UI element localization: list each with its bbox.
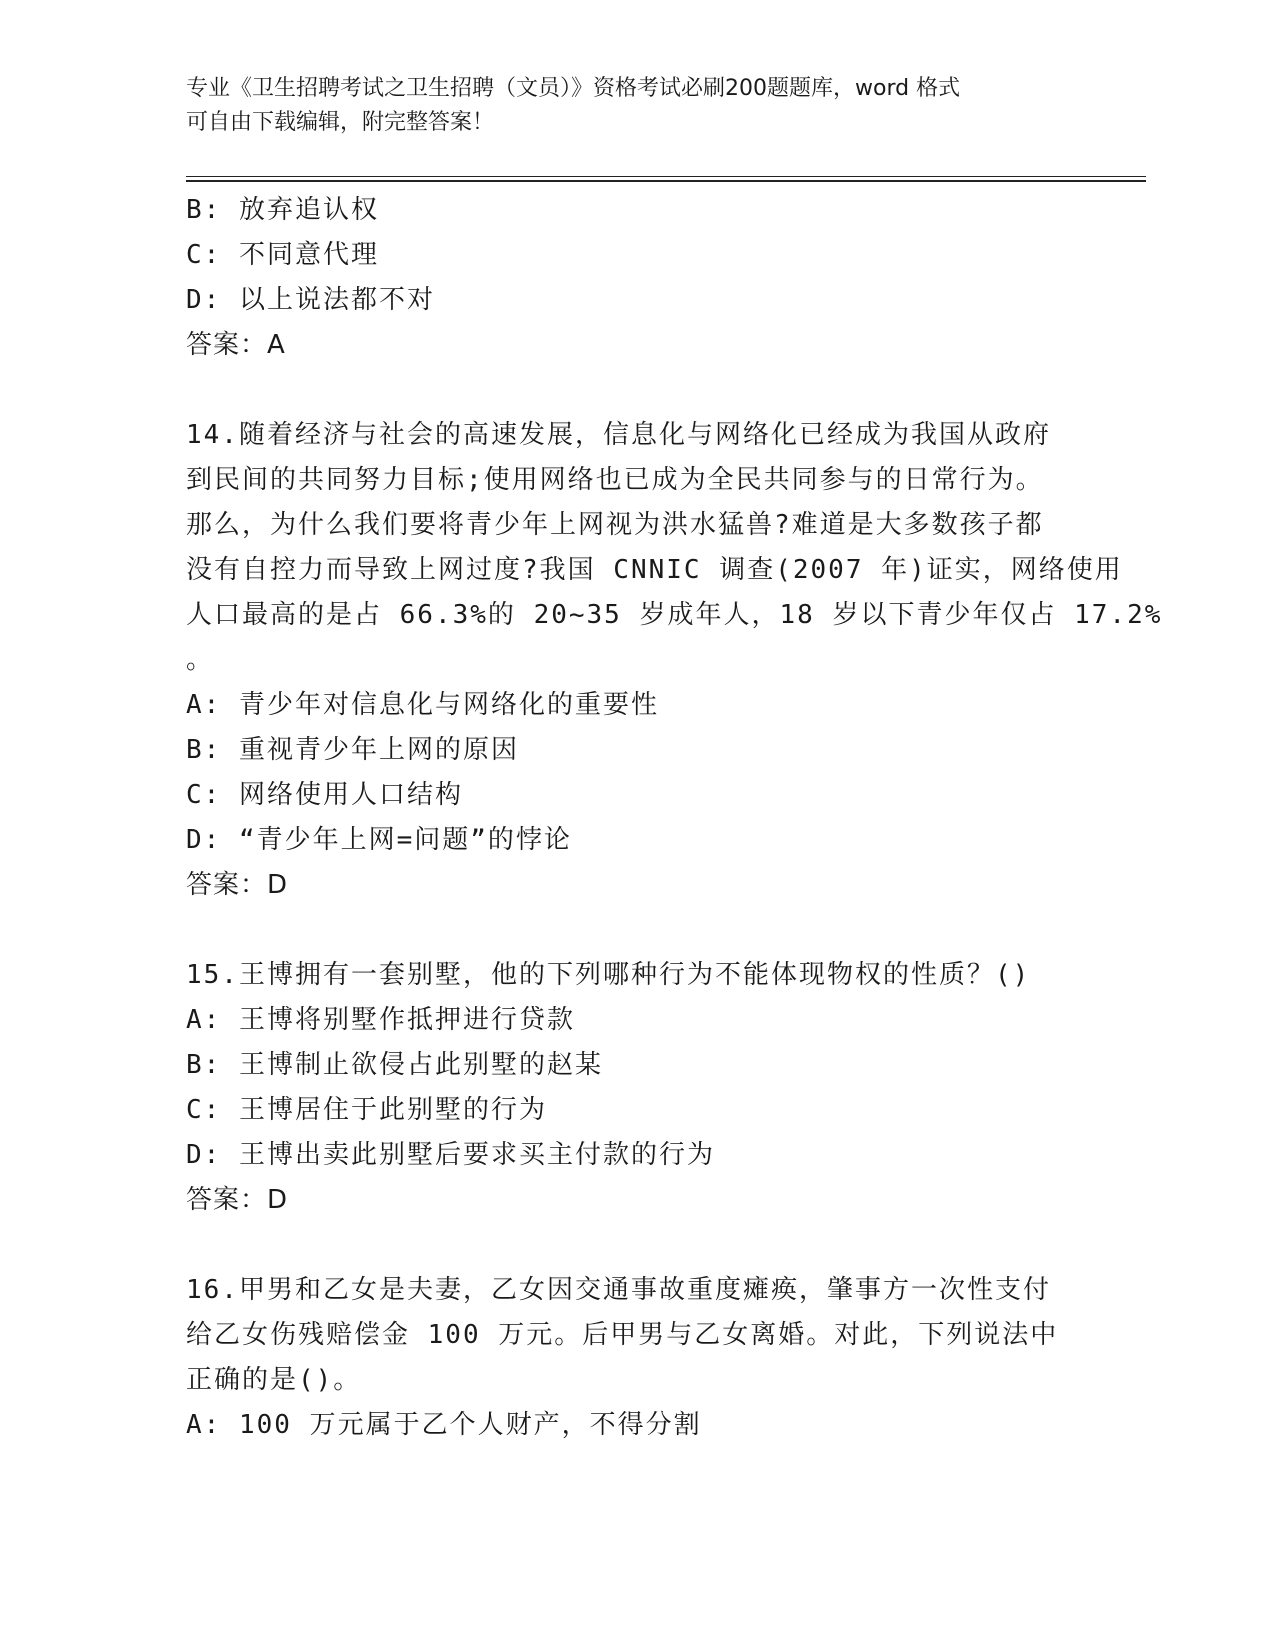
- answer-line: 答案：A: [186, 330, 286, 360]
- question-stem-line: 14.随着经济与社会的高速发展，信息化与网络化已经成为我国从政府: [186, 420, 1051, 450]
- option-d: D: 王博出卖此别墅后要求买主付款的行为: [186, 1140, 715, 1170]
- option-d: D: “青少年上网=问题”的悖论: [186, 825, 572, 855]
- option-a: A: 王博将别墅作抵押进行贷款: [186, 1005, 575, 1035]
- header-divider-thin: [186, 176, 1146, 177]
- question-stem-line: 。: [186, 645, 215, 675]
- answer-line: 答案：D: [186, 870, 289, 900]
- question-stem-line: 16.甲男和乙女是夫妻，乙女因交通事故重度瘫痪，肇事方一次性支付: [186, 1275, 1051, 1305]
- option-c: C: 网络使用人口结构: [186, 780, 463, 810]
- question-stem-line: 没有自控力而导致上网过度?我国 CNNIC 调查(2007 年)证实，网络使用: [186, 555, 1123, 585]
- question-stem-line: 给乙女伤残赔偿金 100 万元。后甲男与乙女离婚。对此，下列说法中: [186, 1320, 1059, 1350]
- question-stem-line: 15.王博拥有一套别墅，他的下列哪种行为不能体现物权的性质？(): [186, 960, 1031, 990]
- header-title-line-1: 专业《卫生招聘考试之卫生招聘（文员）》资格考试必刷200题题库，word 格式: [186, 76, 961, 101]
- question-stem-line: 正确的是()。: [186, 1365, 362, 1395]
- option-b: B: 王博制止欲侵占此别墅的赵某: [186, 1050, 603, 1080]
- option-b: B: 重视青少年上网的原因: [186, 735, 519, 765]
- question-stem-line: 到民间的共同努力目标;使用网络也已成为全民共同参与的日常行为。: [186, 465, 1044, 495]
- option-c: C: 不同意代理: [186, 240, 379, 270]
- option-d: D: 以上说法都不对: [186, 285, 435, 315]
- spacer: [186, 908, 1086, 953]
- question-15: [186, 953, 1086, 1223]
- option-a: A: 青少年对信息化与网络化的重要性: [186, 690, 659, 720]
- prev-question: [186, 188, 1086, 368]
- page-header: [186, 72, 1086, 140]
- question-16: [186, 1268, 1086, 1448]
- header-divider-thick: [186, 180, 1146, 182]
- option-b: B: 放弃追认权: [186, 195, 379, 225]
- answer-line: 答案：D: [186, 1185, 289, 1215]
- option-a: A: 100 万元属于乙个人财产，不得分割: [186, 1410, 702, 1440]
- question-stem-line: 那么，为什么我们要将青少年上网视为洪水猛兽?难道是大多数孩子都: [186, 510, 1044, 540]
- question-stem-line: 人口最高的是占 66.3%的 20~35 岁成年人，18 岁以下青少年仅占 17.2%: [186, 600, 1163, 630]
- document-body: [186, 188, 1163, 1448]
- question-14: [186, 413, 1163, 908]
- spacer: [186, 368, 1086, 413]
- header-title-line-2: 可自由下载编辑，附完整答案！: [186, 110, 495, 135]
- option-c: C: 王博居住于此别墅的行为: [186, 1095, 547, 1125]
- spacer: [186, 1223, 1086, 1268]
